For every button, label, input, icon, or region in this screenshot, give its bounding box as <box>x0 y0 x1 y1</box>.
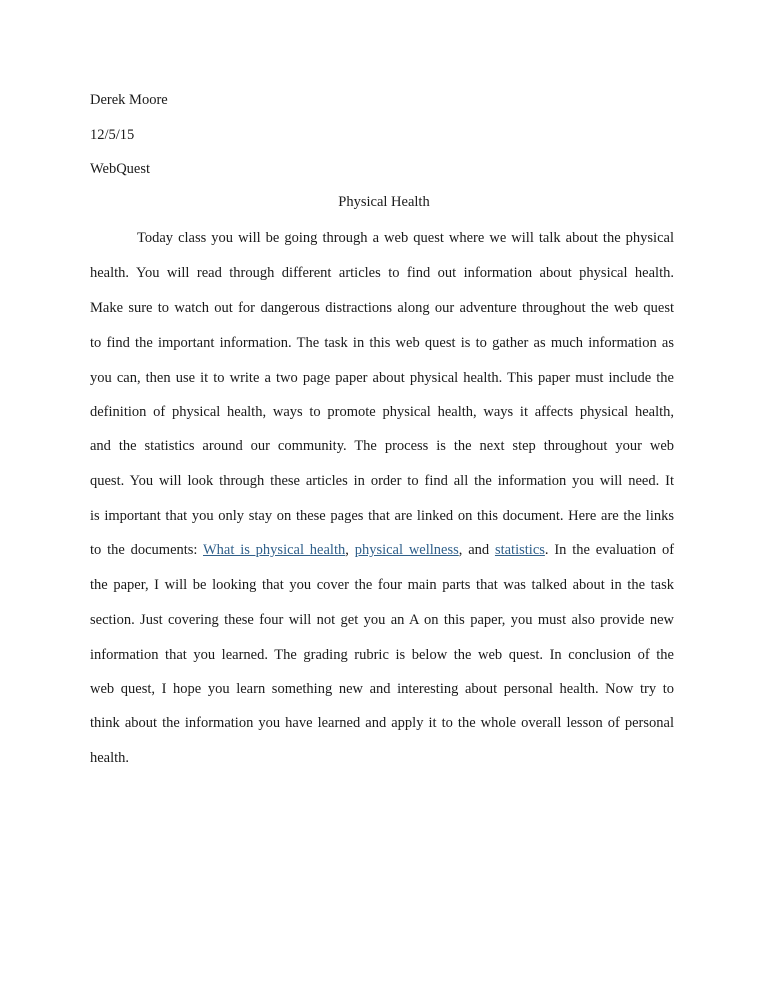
paragraph-line: think about the information you have learned and apply it to the whole overall lesson of personal <box>90 715 674 731</box>
link-separator: , <box>345 542 355 558</box>
links-trailing-text: . In the evaluation of <box>544 542 675 558</box>
document-date: 12/5/15 <box>90 127 135 143</box>
paragraph-line: web quest, I hope you learn something new and interesting about personal health. Now try to <box>90 681 674 697</box>
link-what-is-physical-health[interactable]: What is physical health <box>203 542 346 558</box>
paragraph-line: section. Just covering these four will not get you an A on this paper, you must also provide new <box>90 612 674 628</box>
assignment-label: WebQuest <box>90 161 151 177</box>
paragraph-line: quest. You will look through these articles in order to find all the information you will need. It <box>90 473 674 489</box>
paragraph-line: Today class you will be going through a web quest where we will talk about the physical <box>137 230 674 246</box>
page-title: Physical Health <box>338 194 430 210</box>
link-statistics[interactable]: statistics <box>494 542 545 558</box>
paragraph-line: you can, then use it to write a two page paper about physical health. This paper must include the <box>90 370 674 386</box>
paragraph-line: definition of physical health, ways to promote physical health, ways it affects physical health, <box>90 404 674 420</box>
author-name: Derek Moore <box>90 92 168 108</box>
link-physical-wellness[interactable]: physical wellness <box>354 542 459 558</box>
paragraph-line: to find the important information. The task in this web quest is to gather as much information as <box>90 335 674 351</box>
paragraph-line: health. <box>90 750 130 766</box>
paragraph-line: Make sure to watch out for dangerous distractions along our adventure throughout the web quest <box>90 300 674 316</box>
paragraph-line: the paper, I will be looking that you cover the four main parts that was talked about in the task <box>90 577 674 593</box>
paragraph-line: is important that you only stay on these pages that are linked on this document. Here are the links <box>90 508 674 524</box>
links-intro-text: to the documents: <box>90 542 203 558</box>
link-separator: , and <box>458 542 495 558</box>
paragraph-line: health. You will read through different articles to find out information about physical health. <box>90 265 674 281</box>
paragraph-line: information that you learned. The grading rubric is below the web quest. In conclusion of the <box>90 647 674 663</box>
paragraph-line-links <box>90 541 674 559</box>
paragraph-line: and the statistics around our community. The process is the next step throughout your web <box>90 438 674 454</box>
